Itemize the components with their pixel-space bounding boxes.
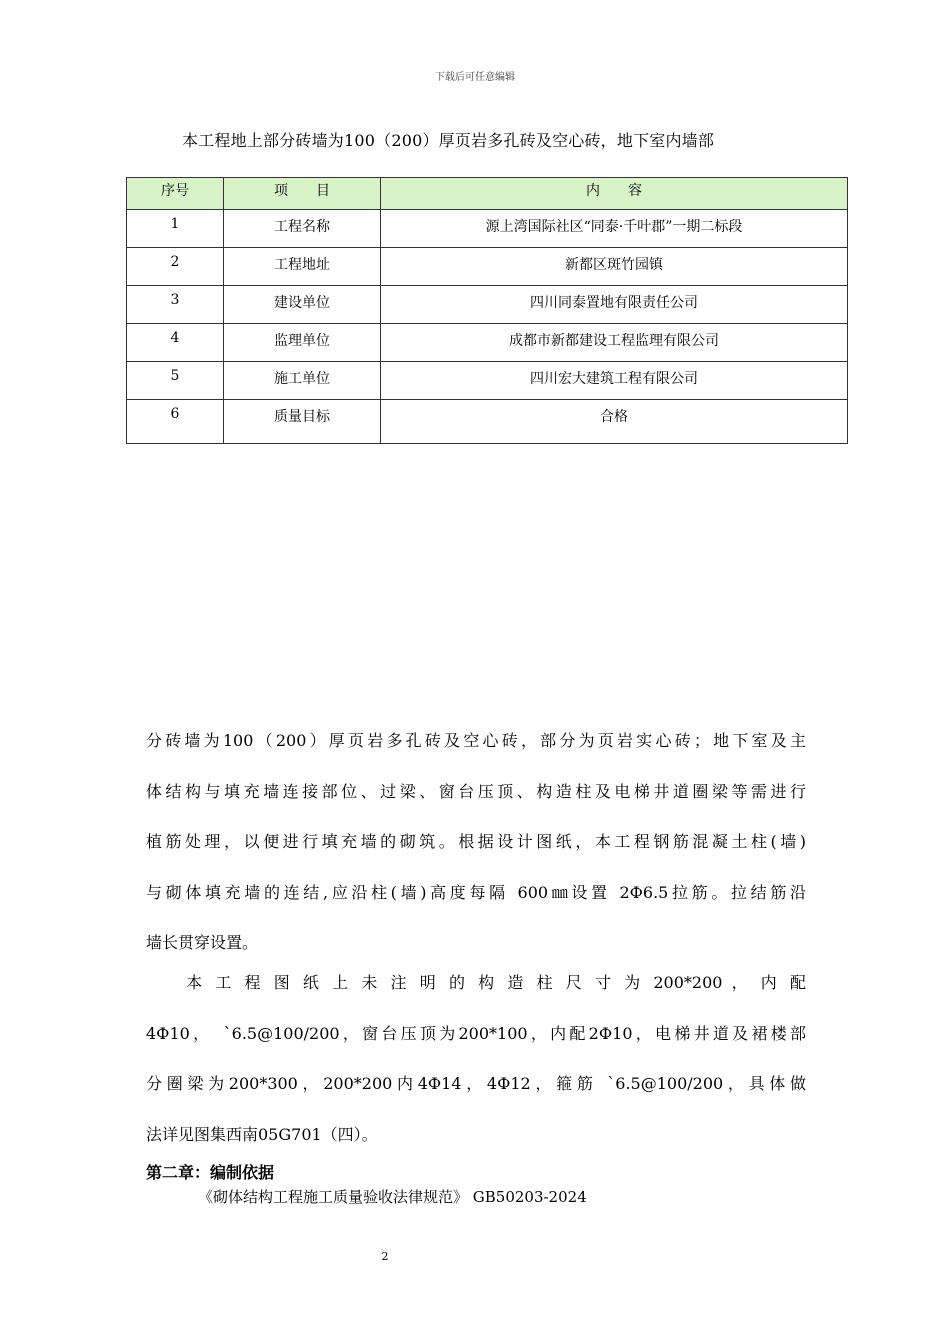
paragraph-line: 分圈梁为200*300，200*200内4Ф14，4Ф12，箍筋 `6.5@100/200，具体做 (146, 1074, 806, 1093)
row-item: 施工单位 (224, 362, 381, 400)
row-content: 源上湾国际社区“同泰·千叶郡”一期二标段 (381, 210, 848, 248)
paragraph-line: 与砌体填充墙的连结,应沿柱(墙)高度每隔 600㎜设置 2Ф6.5拉筋。拉结筋沿 (146, 882, 806, 902)
row-no: 2 (127, 248, 224, 286)
table-row (127, 210, 848, 248)
paragraph-line: 本 工 程 图 纸 上 未 注 明 的 构 造 柱 尺 寸 为 200*200 ， 内 配 (146, 973, 806, 992)
row-item: 建设单位 (224, 286, 381, 324)
table-row (127, 286, 848, 324)
header-content: 内 容 (381, 178, 848, 210)
header-no: 序号 (127, 178, 224, 210)
row-no: 6 (127, 400, 224, 444)
paragraph-line: 墙长贯穿设置。 (146, 933, 259, 952)
row-content: 四川宏大建筑工程有限公司 (381, 362, 848, 400)
page-number: 2 (381, 1250, 389, 1263)
table-header-row (127, 178, 848, 210)
paragraph-structural-columns (146, 958, 806, 1160)
paragraph-line: 4Ф10， `6.5@100/200，窗台压顶为200*100，内配2Ф10，电梯井道及裙楼部 (146, 1023, 806, 1043)
paragraph-masonry-walls (146, 716, 806, 969)
table-row (127, 248, 848, 286)
paragraph-line: 植筋处理，以便进行填充墙的砌筑。根据设计图纸，本工程钢筋混凝土柱(墙) (146, 832, 806, 851)
table-row (127, 324, 848, 362)
row-item: 工程名称 (224, 210, 381, 248)
row-content: 新都区斑竹园镇 (381, 248, 848, 286)
row-no: 4 (127, 324, 224, 362)
row-content: 成都市新都建设工程监理有限公司 (381, 324, 848, 362)
row-no: 5 (127, 362, 224, 400)
project-info-table (126, 177, 848, 444)
row-item: 质量目标 (224, 400, 381, 444)
intro-line: 本工程地上部分砖墙为100（200）厚页岩多孔砖及空心砖，地下室内墙部 (182, 131, 715, 150)
reference-standard: 《砌体结构工程施工质量验收法律规范》 GB50203-2024 (198, 1188, 587, 1206)
row-item: 监理单位 (224, 324, 381, 362)
row-no: 1 (127, 210, 224, 248)
header-item: 项 目 (224, 178, 381, 210)
paragraph-line: 体结构与填充墙连接部位、过梁、窗台压顶、构造柱及电梯井道圈梁等需进行 (146, 781, 806, 801)
row-content: 四川同泰置地有限责任公司 (381, 286, 848, 324)
header-note: 下载后可任意编辑 (435, 72, 515, 83)
paragraph-line: 分砖墙为100（200）厚页岩多孔砖及空心砖，部分为页岩实心砖；地下室及主 (146, 731, 806, 750)
chapter-title: 第二章：编制依据 (146, 1163, 275, 1182)
table-row (127, 362, 848, 400)
row-no: 3 (127, 286, 224, 324)
paragraph-line: 法详见图集西南05G701（四）。 (146, 1124, 378, 1144)
row-item: 工程地址 (224, 248, 381, 286)
table-row (127, 400, 848, 444)
row-content: 合格 (381, 400, 848, 444)
